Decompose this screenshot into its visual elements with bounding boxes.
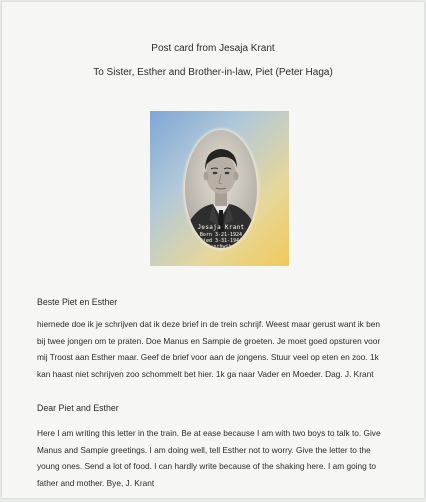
dutch-letter-line: kan haast niet schrijven zoo schommelt bet hier. 1k ga naar Vader en Moeder. Dag. J. Krant — [37, 368, 374, 379]
dutch-letter-line: bij twee jongen om te praten. Doe Manus en Sampie de groeten. Je moet goed opsturen voor — [37, 335, 381, 346]
photo-caption-name: Jesaja Krant — [197, 224, 245, 231]
english-letter-line: Manus and Sampie greetings. I am doing well, tell Esther not to worry. Give the letter to the — [37, 444, 371, 455]
document-page — [2, 2, 424, 498]
english-letter-line: young ones. Send a lot of food. I can hardly write because of the shaking here. I am going to — [37, 461, 377, 471]
english-letter-body — [37, 425, 412, 491]
photo-caption-place: Auschwitz — [207, 244, 235, 249]
dutch-letter-body — [37, 316, 412, 382]
document-subtitle: To Sister, Esther and Brother-in-law, Piet (Peter Haga) — [93, 67, 333, 78]
document-title: Post card from Jesaja Krant — [151, 43, 275, 54]
portrait-photo-card — [150, 111, 289, 266]
portrait-photo — [184, 129, 258, 249]
english-letter-line: father and mother. Bye, J. Krant — [37, 477, 155, 488]
photo-caption-died: Died 3-31-1944 — [199, 238, 243, 244]
dutch-letter-line: mij Troost aan Esther maar. Geef de brief voor aan de jongens. Stuur veel op eten en zoo. 1k — [37, 352, 379, 362]
english-letter-line: Here I am writing this letter in the train. Be at ease because I am with two boys to talk to. Give — [37, 428, 381, 438]
dutch-letter-line: hiernede doe ik je schrijven dat ik deze brief in de trein schrijf. Weest maar gerust want ik ben — [37, 319, 380, 329]
english-letter-salutation: Dear Piet and Esther — [37, 403, 119, 413]
photo-caption-born: Born 3-21-1924 — [199, 232, 243, 238]
dutch-letter-salutation: Beste Piet en Esther — [37, 297, 118, 307]
